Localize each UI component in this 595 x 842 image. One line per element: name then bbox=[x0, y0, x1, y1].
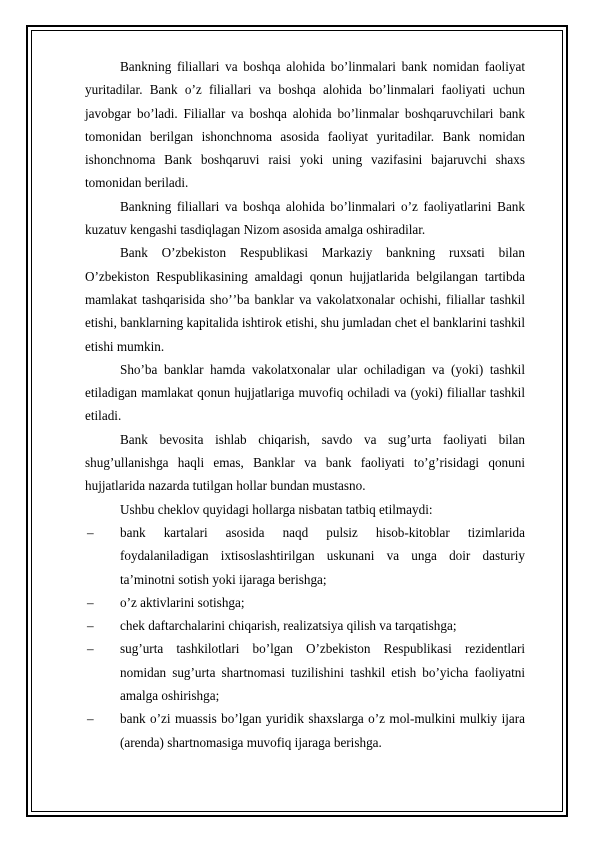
list-item bbox=[85, 521, 525, 591]
list-item bbox=[85, 591, 525, 614]
list-item-text: bank oʼzi muassis boʼlgan yuridik shaxslarga oʼz mol-mulkini mulkiy ijara (arenda) shartnomasiga muvofiq ijaraga berishga. bbox=[120, 711, 525, 750]
list-item-text: chek daftarchalarini chiqarish, realizatsiya qilish va tarqatishga; bbox=[120, 618, 457, 634]
list-dash: – bbox=[87, 594, 94, 610]
list-item bbox=[85, 637, 525, 707]
list-item bbox=[85, 614, 525, 637]
paragraph-5: Bank bevosita ishlab chiqarish, savdo va sugʼurta faoliyati bilan shugʼullanishga haqli emas, Banklar va bank faoliyati toʼgʼrisidagi qonuni hujjatlarida nazarda tutilgan hollar bundan mustasno. bbox=[85, 431, 525, 494]
paragraph-6: Ushbu cheklov quyidagi hollarga nisbatan tatbiq etilmaydi: bbox=[120, 501, 433, 517]
document-body bbox=[85, 55, 525, 754]
list-dash: – bbox=[87, 524, 94, 540]
paragraph-2: Bankning filiallari va boshqa alohida boʼlinmalari oʼz faoliyatlarini Bank kuzatuv kengashi tasdiqlagan Nizom asosida amalga oshiradilar. bbox=[85, 198, 525, 238]
paragraph-4: Shoʼba banklar hamda vakolatxonalar ular ochiladigan va (yoki) tashkil etiladigan mamlakat qonun hujjatlariga muvofiq ochiladi va (yoki) filiallar tashkil etiladi. bbox=[85, 361, 525, 424]
list-dash: – bbox=[87, 711, 94, 727]
exceptions-list bbox=[85, 521, 525, 754]
list-item-text: oʼz aktivlarini sotishga; bbox=[120, 594, 245, 610]
list-dash: – bbox=[87, 641, 94, 657]
list-item-text: sugʼurta tashkilotlari boʼlgan Oʼzbekiston Respublikasi rezidentlari nomidan sugʼurta shartnomasi tuzilishini tashkil etish boʼyicha faoliyatni amalga oshirishga; bbox=[120, 641, 525, 704]
paragraph-1: Bankning filiallari va boshqa alohida boʼlinmalari bank nomidan faoliyat yuritadilar. Bank oʼz filiallari va boshqa alohida boʼlinmalari faoliyati uchun javobgar boʼladi. Filiallar va boshqa alohida boʼlinmalar boshqaruvchilari bank tomonidan berilgan ishonchnoma asosida faoliyat yuritadilar. Bank nomidan ishonchnoma Bank boshqaruvi raisi yoki uning vazifasini bajaruvchi shaxs tomonidan beriladi. bbox=[85, 59, 525, 191]
list-item bbox=[85, 707, 525, 754]
list-item-text: bank kartalari asosida naqd pulsiz hisob-kitoblar tizimlarida foydalaniladigan ixtisoslashtirilgan uskunani va unga doir dasturiy taʼminotni sotish yoki ijaraga berishga; bbox=[120, 524, 525, 587]
list-dash: – bbox=[87, 618, 94, 634]
paragraph-3: Bank Oʼzbekiston Respublikasi Markaziy bankning ruxsati bilan Oʼzbekiston Respublikasining amaldagi qonun hujjatlarida belgilangan tartibda mamlakat tashqarisida shoʼʼba banklar va vakolatxonalar ochishi, filiallar tashkil etishi, banklarning kapitalida ishtirok etishi, shu jumladan chet el banklarini tashkil etishi mumkin. bbox=[85, 245, 525, 354]
